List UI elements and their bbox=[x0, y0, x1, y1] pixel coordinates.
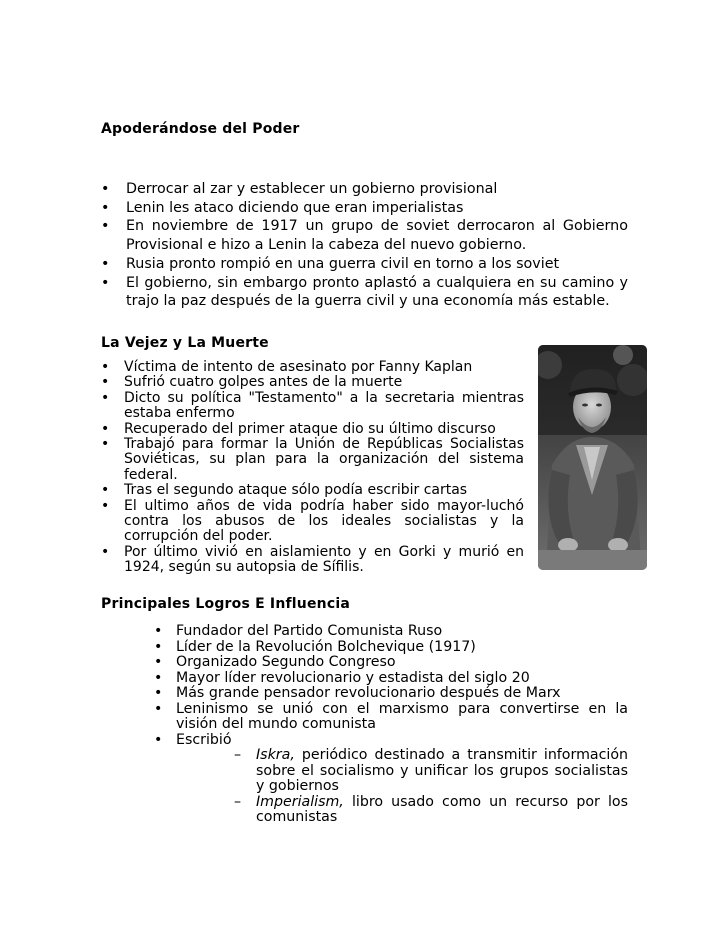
portrait-image bbox=[538, 345, 647, 570]
bullet: • bbox=[101, 255, 110, 272]
list-item: • Por último vivió en aislamiento y en Gorki y murió en 1924, según su autopsia de Sífilis. bbox=[101, 543, 524, 576]
list-item: • Mayor líder revolucionario y estadista del siglo 20 bbox=[154, 669, 530, 686]
list-item: • Leninismo se unió con el marxismo para convertirse en la visión del mundo comunista bbox=[154, 700, 628, 732]
list-item: • Líder de la Revolución Bolchevique (1917) bbox=[154, 638, 476, 655]
bullet: • bbox=[101, 374, 110, 391]
bullet: • bbox=[154, 638, 163, 655]
heading-vejez-muerte: La Vejez y La Muerte bbox=[101, 335, 269, 351]
bullet: • bbox=[101, 359, 110, 375]
bullet: • bbox=[101, 436, 110, 453]
sublist-item: – Imperialism, libro usado como un recurso por los comunistas bbox=[234, 793, 628, 825]
list-item: • El gobierno, sin embargo pronto aplastó a cualquiera en su camino y trajo la paz después de la guerra civil y una economía más estable. bbox=[101, 274, 628, 310]
bullet: • bbox=[101, 274, 110, 291]
list-item: • Organizado Segundo Congreso bbox=[154, 654, 396, 670]
bullet: • bbox=[101, 199, 110, 216]
work-title: Imperialism, bbox=[256, 793, 344, 810]
list-item: • Rusia pronto rompió en una guerra civil en torno a los soviet bbox=[101, 255, 560, 272]
list-item: • Derrocar al zar y establecer un gobierno provisional bbox=[101, 181, 498, 197]
bullet: • bbox=[154, 654, 163, 670]
list-item: • Tras el segundo ataque sólo podía escribir cartas bbox=[101, 482, 468, 499]
bullet: • bbox=[154, 685, 163, 701]
work-title: Iskra, bbox=[256, 747, 295, 763]
bullet: • bbox=[154, 623, 163, 639]
bullet: • bbox=[101, 420, 110, 437]
portrait-photo bbox=[538, 345, 647, 570]
bullet: • bbox=[101, 497, 110, 514]
heading-apoderandose: Apoderándose del Poder bbox=[101, 121, 300, 137]
bullet: • bbox=[154, 700, 163, 717]
sublist-escribio bbox=[234, 748, 628, 826]
sublist-item: – Iskra, periódico destinado a transmitir información sobre el socialismo y unificar los grupos socialistas y gobiernos bbox=[234, 747, 628, 794]
list-item: • Lenin les ataco diciendo que eran imperialistas bbox=[101, 199, 464, 216]
list-item: • Fundador del Partido Comunista Ruso bbox=[154, 623, 443, 639]
bullet: • bbox=[101, 543, 110, 560]
dash: – bbox=[234, 793, 242, 810]
list-item: • En noviembre de 1917 un grupo de soviet derrocaron al Gobierno Provisional e hizo a Lenin la cabeza del nuevo gobierno. bbox=[101, 218, 628, 254]
list-item: • Escribió – Iskra, periódico destinado a transmitir información sobre el socialismo y unificar los grupos socialistas y gobiernos – Imperialism, libro usado como un recurso por los comunistas bbox=[154, 731, 628, 825]
list-item: • Dicto su política "Testamento" a la secretaria mientras estaba enfermo bbox=[101, 389, 524, 422]
bullet: • bbox=[101, 482, 110, 499]
bullet: • bbox=[154, 669, 163, 686]
list-logros bbox=[154, 624, 628, 826]
dash: – bbox=[234, 747, 242, 763]
bullet: • bbox=[101, 389, 110, 406]
list-item: • Trabajó para formar la Unión de Repúblicas Socialistas Soviéticas, su plan para la organización del sistema federal. bbox=[101, 436, 524, 483]
list-apoderandose bbox=[101, 180, 628, 311]
list-item: • Víctima de intento de asesinato por Fanny Kaplan bbox=[101, 359, 473, 375]
list-item: • Más grande pensador revolucionario después de Marx bbox=[154, 685, 561, 701]
heading-logros: Principales Logros E Influencia bbox=[101, 596, 350, 612]
bullet: • bbox=[154, 731, 163, 748]
list-vejez-muerte bbox=[101, 360, 524, 576]
list-item: • El ultimo años de vida podría haber sido mayor-luchó contra los abusos de los ideales socialistas y la corrupción del poder. bbox=[101, 497, 524, 545]
bullet: • bbox=[101, 218, 110, 235]
bullet: • bbox=[101, 181, 110, 197]
list-item: • Sufrió cuatro golpes antes de la muerte bbox=[101, 374, 403, 391]
list-item: • Recuperado del primer ataque dio su último discurso bbox=[101, 420, 496, 437]
